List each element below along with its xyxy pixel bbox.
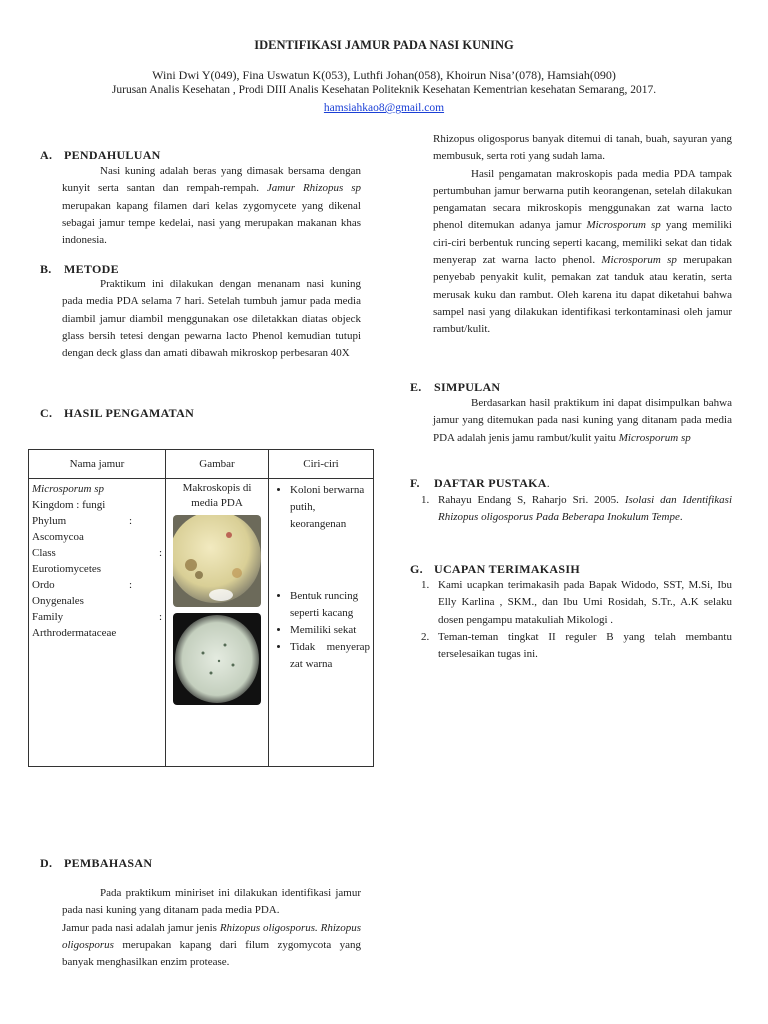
taxon-ordo-value: Onygenales: [32, 595, 84, 607]
taxon-phylum: Phylum :: [32, 515, 132, 527]
ciri-item: • Bentuk runcing seperti kacang: [290, 588, 370, 622]
microscope-photo: [173, 613, 261, 705]
col-header-nama: Nama jamur: [29, 450, 166, 479]
reference-item: 1. Rahayu Endang S, Raharjo Sri. 2005. Isolasi dan Identifikasi Rhizopus oligosporus Pada Beberapa Inokulum Tempe.: [432, 492, 732, 527]
col-header-ciri: Ciri-ciri: [269, 450, 374, 479]
pembahasan-body: Pada praktikum miniriset ini dilakukan identifikasi jamur pada nasi kuning yang ditanam pada media PDA. Jamur pada nasi adalah jamur jenis Rhizopus oligosporus. Rhizopus oligosporus merupakan kapang dari filum zygomycota yang banyak menghasilkan enzim protease.: [62, 887, 361, 969]
taxon-class: Class :: [32, 547, 162, 559]
metode-body: Praktikum ini dilakukan dengan menanam nasi kuning pada media PDA selama 7 hari. Setelah tumbuh jamur pada media diambil jamur diambil menggunakan ose diletakkan diatas objeck glass bersih tetesi dengan pewarna lacto Phenol kemudian tutupi dengan deck glass dan amati dibawah mikroskop perbesaran 40X: [62, 278, 361, 360]
taxon-ordo: Ordo :: [32, 579, 132, 591]
heading-pendahuluan: A. PENDAHULUAN: [40, 148, 161, 162]
heading-ucapan-terimakasih: G. UCAPAN TERIMAKASIH: [410, 562, 580, 576]
cell-nama-jamur: [29, 479, 166, 767]
ciri-item: • Tidak menyerap zat warna: [290, 639, 370, 673]
heading-daftar-pustaka: F. DAFTAR PUSTAKA.: [410, 476, 551, 490]
ciri-item: • Memiliki sekat: [290, 622, 370, 639]
pendahuluan-body: Nasi kuning adalah beras yang dimasak bersama dengan kunyit serta santan dan rempah-rempah. Jamur Rhizopus sp merupakan kapang filamen dari kelas zygomycete yang dikenal sebagai jamur tempe kedelai, nasi yang merupakan makanan khas indonesia.: [62, 165, 361, 247]
heading-simpulan: E. SIMPULAN: [410, 380, 501, 394]
heading-pembahasan: D. PEMBAHASAN: [40, 856, 153, 870]
reference-list: [404, 492, 732, 527]
email-line: [0, 102, 768, 114]
taxon-family: Family :: [32, 611, 162, 623]
results-table: [28, 449, 374, 767]
simpulan-body: Berdasarkan hasil praktikum ini dapat disimpulkan bahwa jamur yang ditemukan pada nasi kuning yang ditanam pada media PDA adalah jenis jamu rambut/kulit yaitu Microsporum sp: [433, 397, 732, 444]
taxon-class-value: Eurotiomycetes: [32, 563, 102, 575]
cell-ciri: [269, 479, 374, 767]
ciri-item: • Koloni berwarna putih, keorangenan: [290, 482, 370, 533]
paper-title: IDENTIFIKASI JAMUR PADA NASI KUNING: [254, 38, 514, 52]
email-link[interactable]: hamsiahkao8@gmail.com: [323, 102, 445, 114]
taxon-phylum-value: Ascomycoa: [32, 531, 84, 543]
author-list: Wini Dwi Y(049), Fina Uswatun K(053), Luthfi Johan(058), Khoirun Nisa’(078), Hamsiah(090): [152, 68, 616, 82]
affiliation: Jurusan Analis Kesehatan , Prodi DIII Analis Kesehatan Politeknik Kesehatan Kementrian kesehatan Semarang, 2017.: [111, 84, 657, 96]
species-name: Microsporum sp: [32, 483, 105, 495]
heading-hasil-pengamatan: C. HASIL PENGAMATAN: [40, 406, 195, 420]
taxon-kingdom: Kingdom : fungi: [32, 499, 106, 511]
pembahasan-continued: Rhizopus oligosporus banyak ditemui di tanah, buah, sayuran yang membusuk, serta roti yang sudah lama. Hasil pengamatan makroskopis pada media PDA tampak pertumbuhan jamur berwarna putih keorangenan, setelah dilakukan pengamatan secara mikroskopis menggunakan zat warna lacto phenol ditemukan adanya jamur Microsporum sp yang memiliki ciri-ciri berbentuk runcing seperti kacang, memiliki sekat dan tidak menyerap zat warna lacto phenol. Microsporum sp merupakan penyebab penyakit kulit, pemakan zat tanduk atau keratin, serta merusak kuku dan rambut. Oleh karena itu dapat diketahui bahwa sampel nasi yang dilakukan identifikasi terkontaminasi oleh jamur rambut/kulit.: [433, 133, 733, 336]
petri-dish-photo: [173, 515, 261, 607]
gambar-caption: Makroskopis di media PDA: [182, 482, 252, 509]
acknowledgement-list: [404, 577, 732, 663]
acknowledgement-item: 2. Teman-teman tingkat II reguler B yang telah membantu terselesaikan tugas ini.: [432, 629, 732, 664]
cell-gambar: [166, 479, 269, 767]
heading-metode: B. METODE: [40, 262, 119, 276]
col-header-gambar: Gambar: [166, 450, 269, 479]
taxon-family-value: Arthrodermataceae: [32, 627, 117, 639]
acknowledgement-item: 1. Kami ucapkan terimakasih pada Bapak Widodo, SST, M.Si, Ibu Elly Karlina , SKM., dan Ibu Umi Rosidah, S.Tr., A.K selaku dosen pengampu matakuliah Mikologi .: [432, 577, 732, 629]
